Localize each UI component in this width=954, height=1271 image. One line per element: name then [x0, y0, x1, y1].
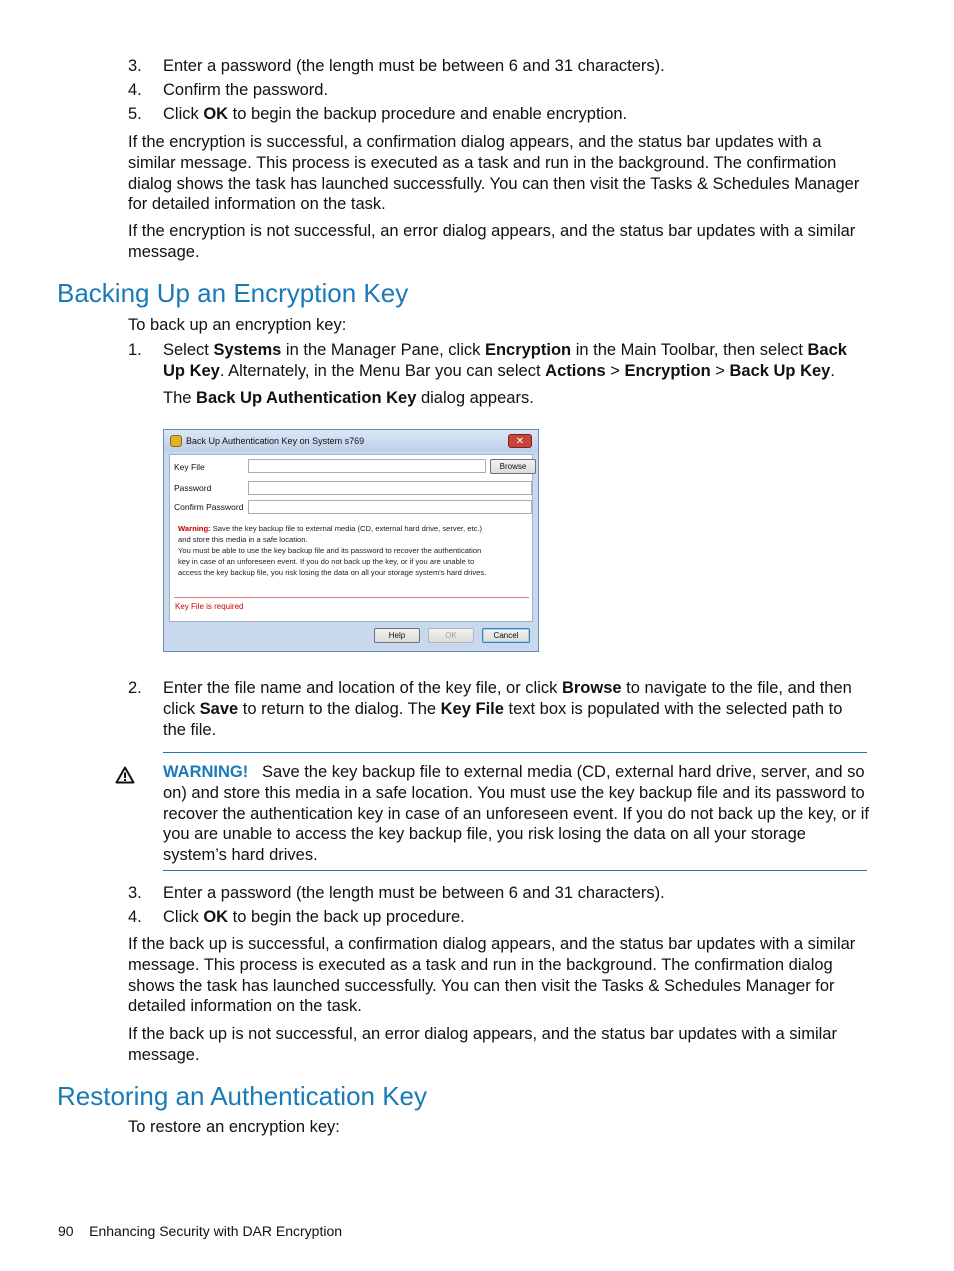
- close-icon[interactable]: ✕: [508, 434, 532, 448]
- warning-text: Save the key backup file to external media (CD, external hard drive, server, and so on) and store this media in a safe location. You must use the key backup file and its password to recover the authentication key in case of an unforeseen event. If you do not back up the key, or if you are unable to access the key backup file, you risk losing the data on all your storage system’s hard drives.: [163, 763, 869, 865]
- key-file-label: Key File: [174, 462, 205, 472]
- error-message: Key File is required: [175, 602, 244, 611]
- page-number: 90: [58, 1223, 74, 1239]
- confirm-password-input[interactable]: [248, 500, 532, 514]
- dialog-intro: The Back Up Authentication Key dialog appears.: [163, 389, 534, 407]
- list-text: Click OK to begin the back up procedure.: [163, 908, 465, 926]
- password-input[interactable]: [248, 481, 532, 495]
- list-text: Enter a password (the length must be between 6 and 31 characters).: [163, 884, 665, 902]
- dialog-body: [169, 454, 533, 622]
- ok-button[interactable]: OK: [428, 628, 474, 643]
- footer-title: Enhancing Security with DAR Encryption: [89, 1223, 343, 1239]
- paragraph: If the back up is not successful, an error dialog appears, and the status bar updates with a similar message.: [128, 1025, 837, 1064]
- list-number: 4.: [128, 81, 142, 99]
- paragraph: To back up an encryption key:: [128, 316, 347, 334]
- list-number: 1.: [128, 341, 142, 359]
- paragraph: If the encryption is successful, a confirmation dialog appears, and the status bar updates with a similar message. This process is executed as a task and run in the background. The confirmation dialog shows the task has launched successfully. You can then visit the Tasks & Schedules Manager for detailed information on the task.: [128, 133, 860, 214]
- divider: [174, 597, 529, 598]
- dialog-button-bar: [164, 622, 538, 651]
- browse-button[interactable]: Browse: [490, 459, 536, 474]
- list-number: 5.: [128, 105, 142, 123]
- help-button[interactable]: Help: [374, 628, 420, 643]
- list-text: Confirm the password.: [163, 81, 329, 99]
- warning-label: WARNING!: [163, 763, 249, 781]
- warning-block: [163, 762, 869, 866]
- confirm-password-label: Confirm Password: [174, 502, 244, 512]
- password-label: Password: [174, 483, 212, 493]
- section-heading: Restoring an Authentication Key: [57, 1081, 428, 1111]
- warning-rule-top: [163, 752, 867, 753]
- list-text: Select Systems in the Manager Pane, click Encryption in the Main Toolbar, then select Back Up Key. Alternately, in the Menu Bar you can select Actions > Encryption > Back Up Key.: [163, 341, 847, 380]
- list-text: Click OK to begin the backup procedure and enable encryption.: [163, 105, 628, 123]
- dialog-titlebar: [164, 430, 538, 452]
- list-text: Enter the file name and location of the key file, or click Browse to navigate to the file, and then click Save to return to the dialog. The Key File text box is populated with the selected path to the file.: [163, 679, 852, 739]
- cancel-button[interactable]: Cancel: [482, 628, 530, 643]
- list-number: 3.: [128, 884, 142, 902]
- section-heading: Backing Up an Encryption Key: [57, 278, 409, 308]
- list-text: Enter a password (the length must be between 6 and 31 characters).: [163, 57, 665, 75]
- key-file-input[interactable]: [248, 459, 486, 473]
- list-number: 3.: [128, 57, 142, 75]
- paragraph: To restore an encryption key:: [128, 1118, 340, 1136]
- list-number: 2.: [128, 679, 142, 697]
- backup-key-dialog: [163, 429, 539, 652]
- warning-rule-bottom: [163, 870, 867, 871]
- dialog-title: Back Up Authentication Key on System s769: [186, 436, 365, 446]
- page-footer: [58, 1222, 342, 1240]
- dialog-warning: Warning: Save the key backup file to external media (CD, external hard drive, server, etc.) and store this media in a safe location. You must be able to use the key backup file and its password to recover the authentication key in case of an unforeseen event. If you do not back up the key, or if you are unable to access the key backup file, you risk losing the data on all your storage system's hard drives.: [178, 524, 487, 577]
- app-icon: [170, 435, 182, 447]
- list-number: 4.: [128, 908, 142, 926]
- paragraph: If the encryption is not successful, an error dialog appears, and the status bar updates with a similar message.: [128, 222, 856, 261]
- warning-icon: [115, 766, 135, 784]
- paragraph: If the back up is successful, a confirmation dialog appears, and the status bar updates with a similar message. This process is executed as a task and run in the background. The confirmation dialog shows the task has launched successfully. You can then visit the Tasks & Schedules Manager for detailed information on the task.: [128, 935, 856, 1016]
